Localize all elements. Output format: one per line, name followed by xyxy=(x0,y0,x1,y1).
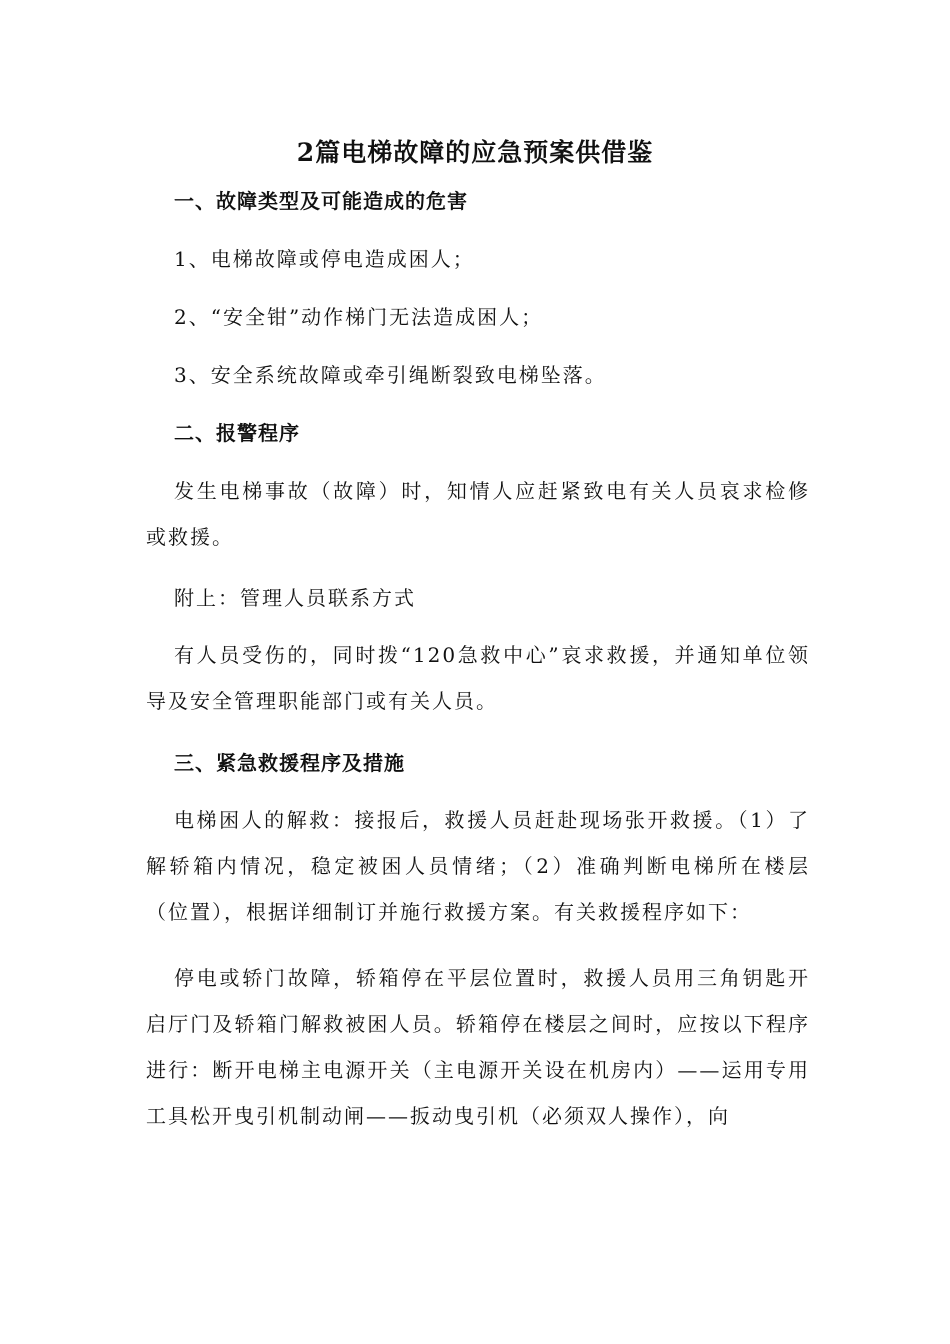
paragraph-contact-note: 附上：管理人员联系方式 xyxy=(174,586,416,610)
list-item: 1、电梯故障或停电造成困人； xyxy=(174,247,475,271)
section-heading-fault-types: 一、故障类型及可能造成的危害 xyxy=(174,189,468,213)
list-item: 3、安全系统故障或牵引绳断裂致电梯坠落。 xyxy=(174,363,607,387)
paragraph-alarm: 发生电梯事故（故障）时，知情人应赶紧致电有关人员哀求检修或救援。 xyxy=(146,479,810,549)
paragraph-rescue-procedure: 停电或轿门故障，轿箱停在平层位置时，救援人员用三角钥匙开启厅门及轿箱门解救被困人员。轿箱停在楼层之间时，应按以下程序进行：断开电梯主电源开关（主电源开关设在机房内）——运用专用工具松开曳引机制动闸——扳动曳引机（必须双人操作），向 xyxy=(146,966,810,1128)
paragraph-injury: 有人员受伤的，同时拨“120急救中心”哀求救援，并通知单位领导及安全管理职能部门或有关人员。 xyxy=(146,643,810,713)
document-title: 2篇电梯故障的应急预案供借鉴 xyxy=(296,138,654,167)
list-item: 2、“安全钳”动作梯门无法造成困人； xyxy=(174,305,544,329)
section-heading-alarm: 二、报警程序 xyxy=(174,421,300,445)
section-heading-rescue: 三、紧急救援程序及措施 xyxy=(174,751,405,775)
paragraph-rescue-intro: 电梯困人的解救：接报后，救援人员赶赴现场张开救援。（1）了解轿箱内情况，稳定被困人员情绪；（2）准确判断电梯所在楼层（位置），根据详细制订并施行救援方案。有关救援程序如下： xyxy=(146,808,810,924)
